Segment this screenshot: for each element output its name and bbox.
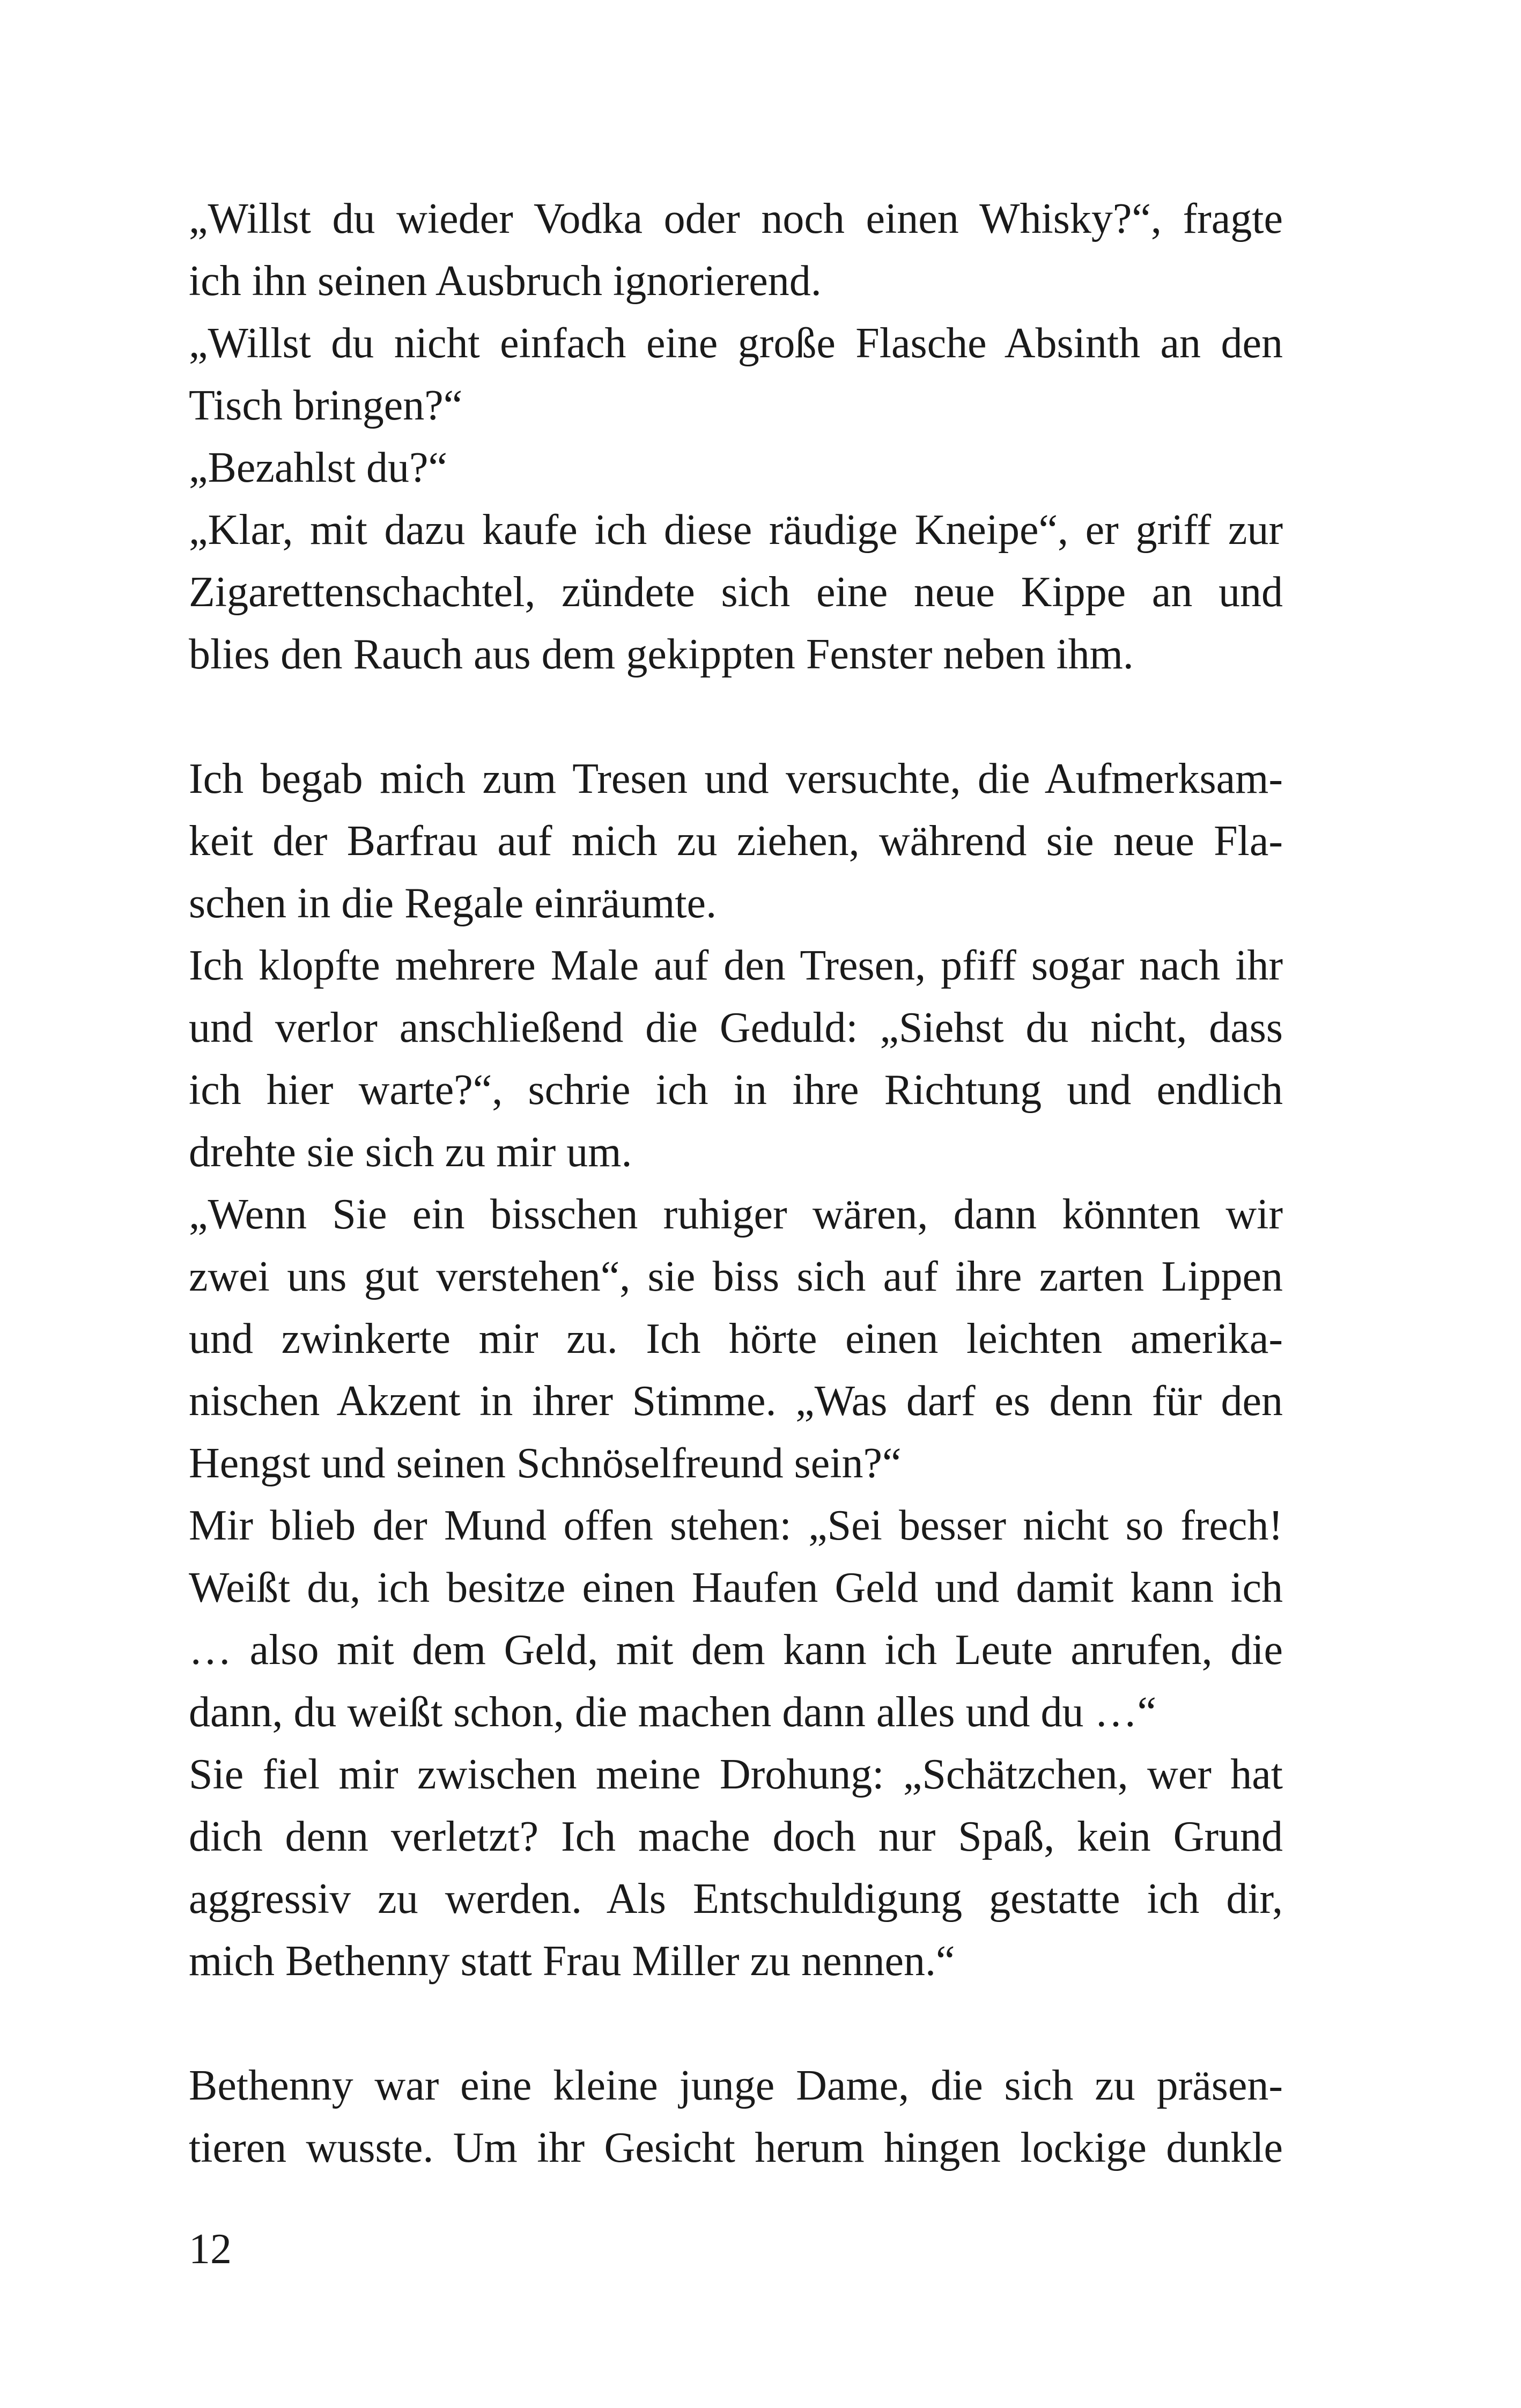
- text-line: ich ihn seinen Ausbruch ignorierend.: [189, 257, 822, 305]
- text-line: Zigarettenschachtel, zündete sich eine neue Kippe an und: [189, 569, 1283, 616]
- text-line: „Wenn Sie ein bisschen ruhiger wären, dann könnten wir: [189, 1191, 1283, 1238]
- text-line: Ich klopfte mehrere Male auf den Tresen, pfiff sogar nach ihr: [189, 942, 1283, 989]
- paragraph: [189, 188, 1283, 686]
- text-line: und verlor anschließend die Geduld: „Siehst du nicht, dass: [189, 1004, 1283, 1051]
- text-line: „Willst du nicht einfach eine große Flasche Absinth an den: [189, 320, 1283, 367]
- text-line: keit der Barfrau auf mich zu ziehen, während sie neue Fla-: [189, 818, 1283, 865]
- paragraph: [189, 2054, 1283, 2179]
- text-line: aggressiv zu werden. Als Entschuldigung gestatte ich dir,: [189, 1875, 1283, 1923]
- text-line: drehte sie sich zu mir um.: [189, 1129, 632, 1176]
- paragraph-gap: [189, 1992, 1283, 2054]
- text-line: Ich begab mich zum Tresen und versuchte, die Aufmerksam-: [189, 755, 1283, 802]
- text-line: Weißt du, ich besitze einen Haufen Geld und damit kann ich: [189, 1564, 1283, 1611]
- text-line: Tisch bringen?“: [189, 382, 463, 429]
- text-line: Hengst und seinen Schnöselfreund sein?“: [189, 1440, 902, 1487]
- body-text: [189, 188, 1283, 2179]
- text-line: … also mit dem Geld, mit dem kann ich Leute anrufen, die: [189, 1626, 1283, 1674]
- text-line: dich denn verletzt? Ich mache doch nur Spaß, kein Grund: [189, 1813, 1283, 1860]
- paragraph-gap: [189, 686, 1283, 748]
- text-line: „Klar, mit dazu kaufe ich diese räudige Kneipe“, er griff zur: [189, 506, 1283, 554]
- text-line: blies den Rauch aus dem gekippten Fenster neben ihm.: [189, 631, 1134, 678]
- page-number: 12: [189, 2226, 232, 2273]
- text-line: zwei uns gut verstehen“, sie biss sich auf ihre zarten Lippen: [189, 1253, 1283, 1300]
- paragraph: [189, 748, 1283, 1992]
- text-line: und zwinkerte mir zu. Ich hörte einen leichten amerika-: [189, 1315, 1283, 1363]
- text-line: Sie fiel mir zwischen meine Drohung: „Schätzchen, wer hat: [189, 1751, 1283, 1798]
- text-line: nischen Akzent in ihrer Stimme. „Was darf es denn für den: [189, 1378, 1283, 1425]
- text-line: „Bezahlst du?“: [189, 444, 447, 491]
- text-line: ich hier warte?“, schrie ich in ihre Richtung und endlich: [189, 1066, 1283, 1114]
- text-line: „Willst du wieder Vodka oder noch einen Whisky?“, fragte: [189, 195, 1283, 242]
- text-line: Bethenny war eine kleine junge Dame, die sich zu präsen-: [189, 2062, 1283, 2109]
- text-line: tieren wusste. Um ihr Gesicht herum hingen lockige dunkle: [189, 2124, 1283, 2171]
- text-line: schen in die Regale einräumte.: [189, 880, 717, 927]
- text-line: mich Bethenny statt Frau Miller zu nennen.“: [189, 1938, 955, 1985]
- text-line: dann, du weißt schon, die machen dann alles und du …“: [189, 1689, 1156, 1736]
- text-line: Mir blieb der Mund offen stehen: „Sei besser nicht so frech!: [189, 1502, 1283, 1549]
